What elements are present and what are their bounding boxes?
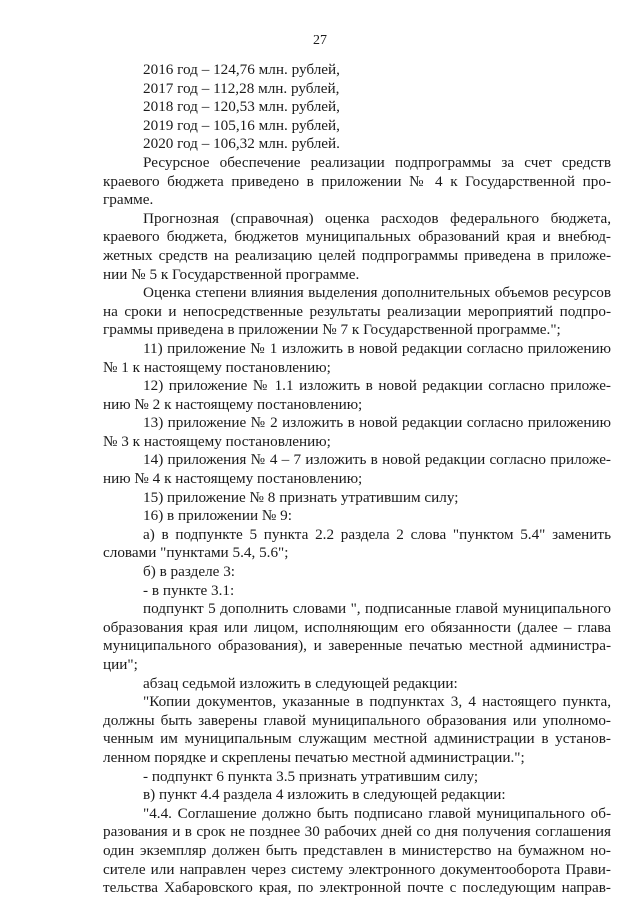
text-line: жетных средств на реализацию целей подпрограммы приведена в приложе- xyxy=(103,246,611,264)
text-line: ции"; xyxy=(103,656,138,673)
text-line: 2018 год – 120,53 млн. рублей, xyxy=(143,98,340,116)
text-line: образования края или лицом, исполняющим его обязанности (далее – глава xyxy=(103,618,611,636)
text-line: 2017 год – 112,28 млн. рублей, xyxy=(143,79,340,97)
text-line: подпункт 5 дополнить словами ", подписанные главой муниципального xyxy=(143,600,611,618)
text-line: на сроки и непосредственные результаты реализации мероприятий подпро- xyxy=(103,302,611,320)
page-number: 27 xyxy=(313,33,327,48)
text-line: "4.4. Соглашение должно быть подписано главой муниципального об- xyxy=(143,804,611,822)
text-line: Прогнозная (справочная) оценка расходов федерального бюджета, xyxy=(143,209,611,227)
text-line: 2020 год – 106,32 млн. рублей. xyxy=(143,135,340,153)
text-line: 15) приложение № 8 признать утратившим силу; xyxy=(143,488,459,506)
text-line: нию № 2 к настоящему постановлению; xyxy=(103,395,363,413)
text-line: - подпункт 6 пункта 3.5 признать утратившим силу; xyxy=(143,767,479,785)
text-line: - в пункте 3.1: xyxy=(143,581,235,599)
text-line: 11) приложение № 1 изложить в новой редакции согласно приложению xyxy=(143,339,611,357)
text-line: а) в подпункте 5 пункта 2.2 раздела 2 слова "пунктом 5.4" заменить xyxy=(143,525,611,543)
text-line: в) пункт 4.4 раздела 4 изложить в следующей редакции: xyxy=(143,786,506,804)
text-line: ленном порядке и скреплены печатью местной администрации."; xyxy=(103,748,525,766)
text-line: № 1 к настоящему постановлению; xyxy=(103,358,331,376)
text-line: должны быть заверены главой муниципального образования или уполномо- xyxy=(103,711,611,729)
text-line: грамме. xyxy=(103,191,154,209)
text-line: 12) приложение № 1.1 изложить в новой редакции согласно приложе- xyxy=(143,377,611,395)
text-line: 13) приложение № 2 изложить в новой редакции согласно приложению xyxy=(143,414,611,432)
text-line: муниципального образования), и заверенные печатью местной администра- xyxy=(103,637,611,655)
text-line: нию № 4 к настоящему постановлению; xyxy=(103,470,363,488)
text-line: нии № 5 к Государственной программе. xyxy=(103,265,360,283)
text-line: тельства Хабаровского края, по электронной почте с последующим направ- xyxy=(103,879,611,897)
text-line: словами "пунктами 5.4, 5.6"; xyxy=(103,544,289,562)
text-line: Оценка степени влияния выделения дополнительных объемов ресурсов xyxy=(143,284,611,302)
text-line: краевого бюджета, бюджетов муниципальных образований края и внебюд- xyxy=(103,228,611,246)
text-line: 14) приложения № 4 – 7 изложить в новой редакции согласно приложе- xyxy=(143,451,611,469)
text-line: абзац седьмой изложить в следующей редакции: xyxy=(143,674,458,692)
text-line: б) в разделе 3: xyxy=(143,563,236,581)
text-line: граммы приведена в приложении № 7 к Государственной программе."; xyxy=(103,321,561,339)
text-line: 2019 год – 105,16 млн. рублей, xyxy=(143,116,340,134)
text-line: ченным им муниципальным служащим местной администрации в установ- xyxy=(103,730,611,748)
text-line: 2016 год – 124,76 млн. рублей, xyxy=(143,61,340,78)
text-line: краевого бюджета приведено в приложении № 4 к Государственной про- xyxy=(103,172,611,190)
text-line: № 3 к настоящему постановлению; xyxy=(103,432,331,450)
text-line: сителе или направлен через систему электронного документооборота Прави- xyxy=(103,860,611,878)
document-body xyxy=(103,61,611,898)
text-line: "Копии документов, указанные в подпунктах 3, 4 настоящего пункта, xyxy=(143,693,611,711)
text-line: разования и в срок не позднее 30 рабочих дней со дня получения соглашения xyxy=(103,823,611,841)
text-line: 16) в приложении № 9: xyxy=(143,507,292,525)
text-line: Ресурсное обеспечение реализации подпрограммы за счет средств xyxy=(143,153,611,171)
text-line: один экземпляр должен быть представлен в министерство на бумажном но- xyxy=(103,841,611,859)
